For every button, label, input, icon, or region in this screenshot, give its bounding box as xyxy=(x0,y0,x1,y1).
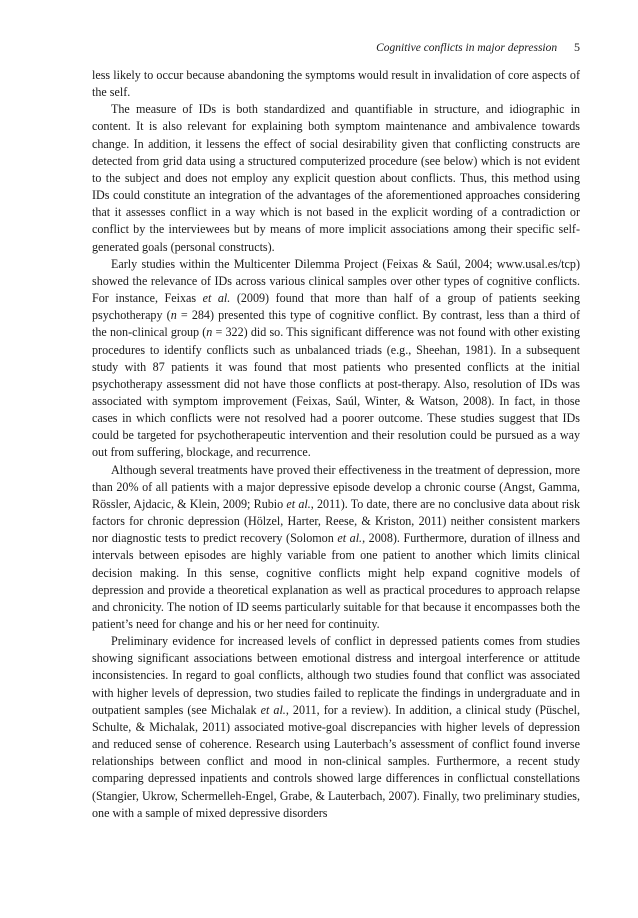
paragraph-text: Early studies within the Multicenter Dilemma Project (Feixas & Saúl, 2004; www.usal.es/tcp) showed the relevance of IDs across various clinical samples over other types of cognitive conflicts. For instance, Feixas xyxy=(92,256,580,306)
paragraph-text: less likely to occur because abandoning the symptoms would result in invalidation of core aspects of the self. xyxy=(92,68,580,100)
article-body xyxy=(92,67,580,822)
paragraph-text: = 322) did so. This significant difference was not found with other existing procedures to identify conflicts such as unbalanced triads (e.g., Sheehan, 1981). In a subsequent study with 87 patients it was found that most patients who presented conflicts at the initial psychotherapy assessment did not have those conflicts at post-therapy. Also, resolution of IDs was associated with symptom improvement (Feixas, Saúl, Winter, & Watson, 2008). In fact, in those cases in which conflicts were not resolved had a poorer outcome. These studies suggest that IDs could be targeted for psychotherapeutic intervention and their resolution could be pursued as a way out from suffering, blockage, and recurrence. xyxy=(92,325,581,460)
paragraph-text: , 2011). To date, there are no conclusive data about risk factors for chronic depression (Hölzel, Harter, Reese, & Kriston, 2011) neither consistent markers nor diagnostic tests to predict recovery (Solomon xyxy=(92,496,580,546)
italic-text: n xyxy=(170,308,177,323)
italic-text: n xyxy=(206,325,213,340)
paragraph-text: = 284) presented this type of cognitive conflict. By contrast, less than a third of the non-clinical group ( xyxy=(92,308,580,340)
italic-text: et al. xyxy=(260,702,286,717)
paragraph-text: The measure of IDs is both standardized and quantifiable in structure, and idiographic in content. It is also relevant for explaining both symptom maintenance and ambivalence towards change. In addition, it lessens the effect of social desirability given that conflicting constructs are detected from grid data using a structured computerized procedure (see below) which is not evident to the subject and does not employ any explicit question about conflicts. Thus, this method using IDs could constitute an integration of the advantages of the aforementioned approaches considering that it assesses conflict in a way which is not based in the explicit wording of a contradiction or conflict by the interviewees but by means of more implicit associations among their specific self-generated goals (personal constructs). xyxy=(92,102,580,254)
body-paragraph xyxy=(92,256,580,462)
body-paragraph xyxy=(92,101,580,255)
italic-text: et al. xyxy=(202,291,231,306)
paragraph-text: , 2008). Furthermore, duration of illness and intervals between episodes are highly variable from one patient to another which limits clinical decision making. In this sense, cognitive conflicts might help expand cognitive models of depression and provide a theoretical explanation as well as practical procedures to approach relapse and chronicity. The notion of ID seems particularly suitable for that because it encompasses both the patient’s need for change and his or her need for continuity. xyxy=(92,531,580,631)
paragraph-text: Although several treatments have proved their effectiveness in the treatment of depression, more than 20% of all patients with a major depressive episode develop a chronic course (Angst, Gamma, Rössler, Ajdacic, & Klein, 2009; Rubio xyxy=(92,462,580,511)
paragraph-text: (2009) found that more than half of a group of patients seeking psychotherapy ( xyxy=(92,291,580,323)
page-number: 5 xyxy=(574,40,580,54)
paragraph-text: , 2011, for a review). In addition, a clinical study (Püschel, Schulte, & Michalak, 2011) associated motive-goal discrepancies with higher levels of depression and reduced sense of coherence. Research using Lauterbach’s assessment of conflict found inverse relationships between conflict and mood in non-clinical samples. Furthermore, a recent study comparing depressed inpatients and controls showed large differences in conflictual constellations (Stangier, Ukrow, Schermelleh-Engel, Grabe, & Lauterbach, 2007). Finally, two preliminary studies, one with a sample of mixed depressive disorders xyxy=(92,702,580,820)
paragraph-text: Preliminary evidence for increased levels of conflict in depressed patients comes from studies showing significant associations between emotional distress and intergoal interference or attitude inconsistencies. In regard to goal conflicts, although two studies found that conflict was associated with higher levels of depression, two studies failed to replicate the findings in undergraduate and in outpatient samples (see Michalak xyxy=(92,634,580,717)
body-paragraph xyxy=(92,67,580,101)
italic-text: et al. xyxy=(337,531,363,546)
body-paragraph xyxy=(92,633,580,822)
italic-text: et al. xyxy=(286,496,311,511)
running-title: Cognitive conflicts in major depression xyxy=(376,42,558,54)
body-paragraph xyxy=(92,462,580,634)
running-header xyxy=(92,38,580,56)
